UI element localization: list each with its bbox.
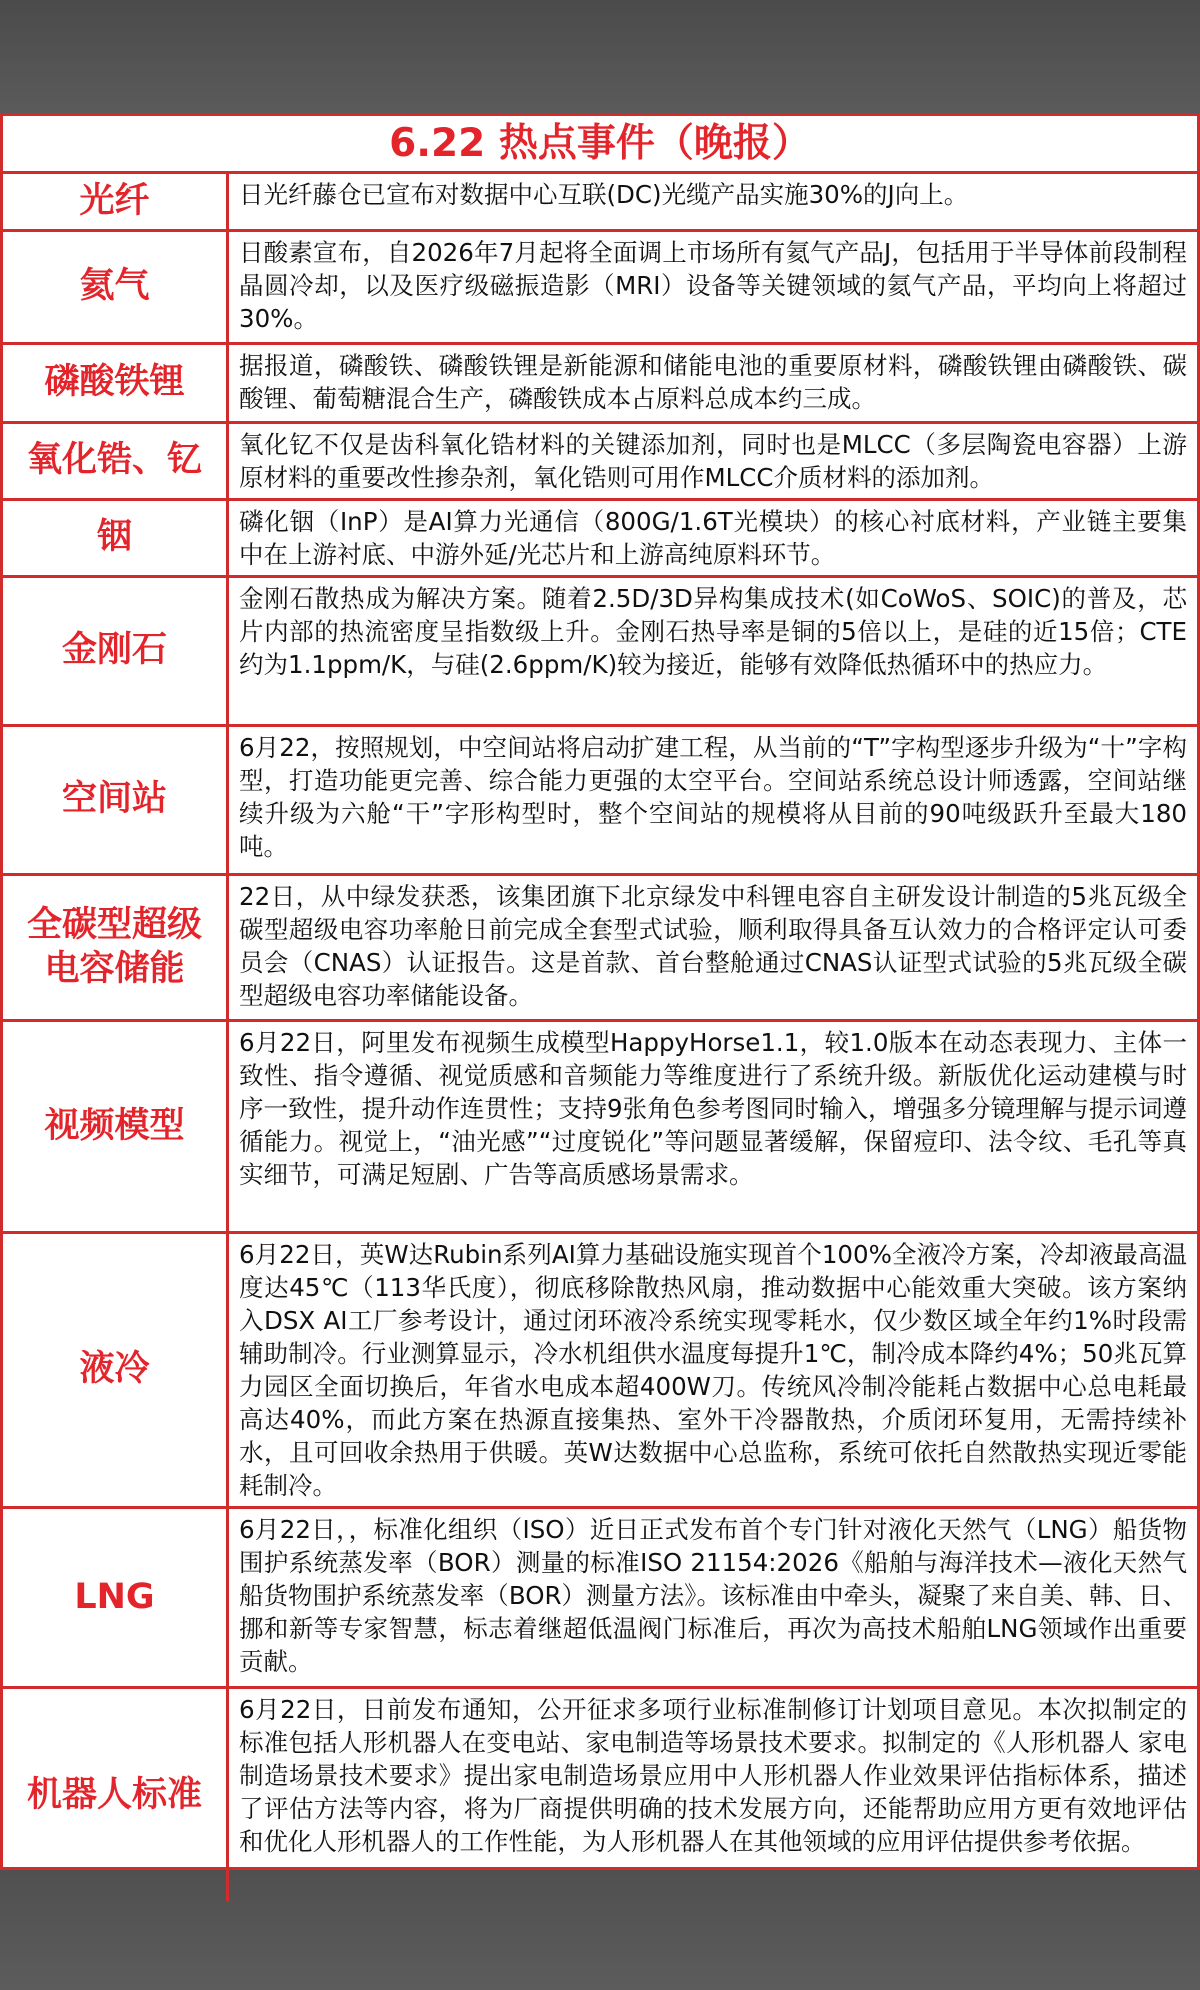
table-row xyxy=(3,876,1197,1022)
table-row xyxy=(3,1234,1197,1509)
row-category: LNG xyxy=(3,1509,229,1686)
row-category: 铟 xyxy=(3,501,229,575)
table-row xyxy=(3,578,1197,727)
table-row xyxy=(3,345,1197,424)
row-description: 6月22，按照规划，中空间站将启动扩建工程，从当前的“T”字构型逐步升级为“十”字构型，打造功能更完善、综合能力更强的太空平台。空间站系统总设计师透露，空间站继续升级为六舱“干”字形构型时，整个空间站的规模将从目前的90吨级跃升至最大180吨。 xyxy=(239,733,1187,861)
row-category: 液冷 xyxy=(3,1234,229,1506)
row-category: 光纤 xyxy=(3,174,229,229)
row-description: 6月22日，英W达Rubin系列AI算力基础设施实现首个100%全液冷方案，冷却液最高温度达45℃（113华氏度），彻底移除散热风扇，推动数据中心能效重大突破。该方案纳入DSX AI工厂参考设计，通过闭环液冷系统实现零耗水，仅少数区域全年约1%时段需辅助制冷。行业测算显示，冷水机组供水温度每提升1℃，制冷成本降约4%；50兆瓦算力园区全面切换后，年省水电成本超400W刀。传统风冷制冷能耗占数据中心总电耗最高达40%，而此方案在热源直接集热、室外干冷器散热，介质闭环复用，无需持续补水，且可回收余热用于供暖。英W达数据中心总监称，系统可依托自然散热实现近零能耗制冷。 xyxy=(239,1240,1187,1500)
row-category: 金刚石 xyxy=(3,578,229,724)
row-description: 22日，从中绿发获悉，该集团旗下北京绿发中科锂电容自主研发设计制造的5兆瓦级全碳型超级电容功率舱日前完成全套型式试验，顺利取得具备互认效力的合格评定认可委员会（CNAS）认证报告。这是首款、首台整舱通过CNAS认证型式试验的5兆瓦级全碳型超级电容功率储能设备。 xyxy=(239,882,1187,1010)
row-description: 金刚石散热成为解决方案。随着2.5D/3D异构集成技术(如CoWoS、SOIC)的普及，芯片内部的热流密度呈指数级上升。金刚石热导率是铜的5倍以上，是硅的近15倍；CTE约为1.1ppm/K，与硅(2.6ppm/K)较为接近，能够有效降低热循环中的热应力。 xyxy=(239,584,1187,679)
table-row xyxy=(3,501,1197,578)
table-row xyxy=(3,232,1197,345)
row-description: 磷化铟（InP）是AI算力光通信（800G/1.6T光模块）的核心衬底材料，产业链主要集中在上游衬底、中游外延/光芯片和上游高纯原料环节。 xyxy=(239,507,1187,569)
table-row xyxy=(3,727,1197,876)
news-card xyxy=(0,113,1200,1870)
table-row xyxy=(3,424,1197,501)
table-row xyxy=(3,174,1197,232)
row-description: 6月22日，，标准化组织（ISO）近日正式发布首个专门针对液化天然气（LNG）船货物围护系统蒸发率（BOR）测量的标准ISO 21154:2026《船舶与海洋技术—液化天然气船货物围护系统蒸发率（BOR）测量方法》。该标准由中牵头，凝聚了来自美、韩、日、挪和新等专家智慧，标志着继超低温阀门标准后，再次为高技术船舶LNG领域作出重要贡献。 xyxy=(239,1515,1187,1676)
row-category: 全碳型超级电容储能 xyxy=(3,876,229,1019)
row-category: 空间站 xyxy=(3,727,229,873)
table-row xyxy=(3,1022,1197,1234)
row-category: 视频模型 xyxy=(3,1022,229,1231)
row-category: 氦气 xyxy=(3,232,229,342)
row-category: 氧化锆、钇 xyxy=(3,424,229,498)
page-title: 6.22 热点事件（晚报） xyxy=(3,116,1197,174)
row-category: 机器人标准 xyxy=(3,1689,229,1902)
row-description: 6月22日，日前发布通知，公开征求多项行业标准制修订计划项目意见。本次拟制定的标准包括人形机器人在变电站、家电制造等场景技术要求。拟制定的《人形机器人 家电制造场景技术要求》提出家电制造场景应用中人形机器人作业效果评估指标体系，描述了评估方法等内容，将为厂商提供明确的技术发展方向，还能帮助应用方更有效地评估和优化人形机器人的工作性能，为人形机器人在其他领域的应用评估提供参考依据。 xyxy=(239,1695,1187,1856)
row-description: 6月22日，阿里发布视频生成模型HappyHorse1.1，较1.0版本在动态表现力、主体一致性、指令遵循、视觉质感和音频能力等维度进行了系统升级。新版优化运动建模与时序一致性，提升动作连贯性；支持9张角色参考图同时输入，增强多分镜理解与提示词遵循能力。视觉上，“油光感”“过度锐化”等问题显著缓解，保留痘印、法令纹、毛孔等真实细节，可满足短剧、广告等高质感场景需求。 xyxy=(239,1028,1187,1189)
row-description: 氧化钇不仅是齿科氧化锆材料的关键添加剂，同时也是MLCC（多层陶瓷电容器）上游原材料的重要改性掺杂剂，氧化锆则可用作MLCC介质材料的添加剂。 xyxy=(239,430,1187,492)
row-category: 磷酸铁锂 xyxy=(3,345,229,421)
row-description: 据报道，磷酸铁、磷酸铁锂是新能源和储能电池的重要原材料，磷酸铁锂由磷酸铁、碳酸锂、葡萄糖混合生产，磷酸铁成本占原料总成本约三成。 xyxy=(239,351,1187,413)
news-table xyxy=(3,174,1197,1902)
table-row xyxy=(3,1689,1197,1902)
row-description: 日酸素宣布，自2026年7月起将全面调上市场所有氦气产品J，包括用于半导体前段制程晶圆冷却，以及医疗级磁振造影（MRI）设备等关键领域的氦气产品，平均向上将超过30%。 xyxy=(239,238,1187,333)
table-row xyxy=(3,1509,1197,1689)
row-description: 日光纤藤仓已宣布对数据中心互联(DC)光缆产品实施30%的J向上。 xyxy=(239,180,969,209)
